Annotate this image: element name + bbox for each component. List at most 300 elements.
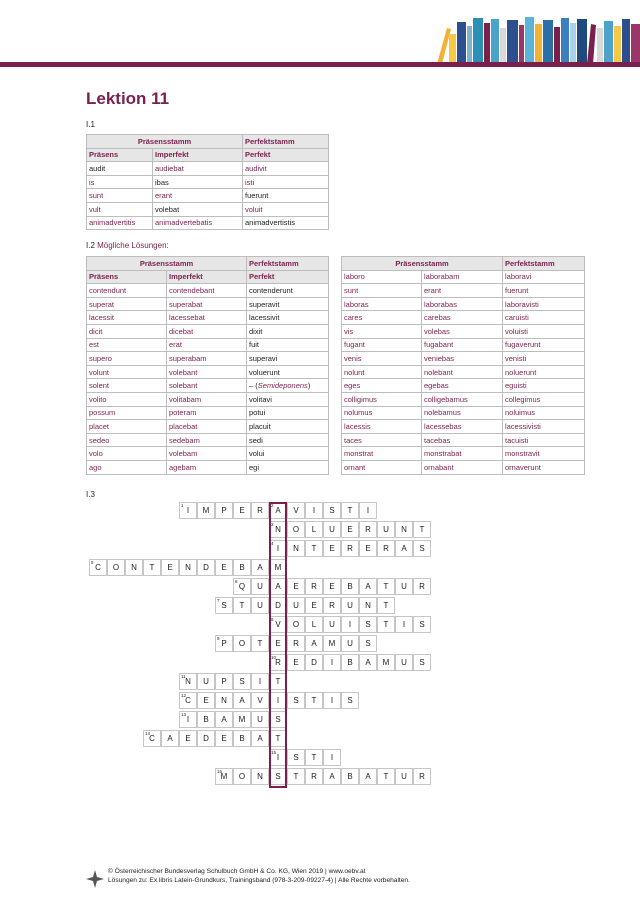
clue-number: 15 — [271, 750, 277, 755]
crossword-letter: E — [347, 525, 353, 534]
crossword-cell — [359, 578, 377, 595]
clue-number: 13 — [181, 712, 187, 717]
crossword-letter: U — [329, 525, 335, 534]
clue-number: 2 — [271, 503, 274, 508]
crossword-letter: O — [238, 772, 246, 781]
crossword-letter: S — [419, 544, 425, 553]
crossword-letter: E — [311, 601, 317, 610]
crossword-cell — [323, 635, 341, 652]
crossword-letter: R — [275, 658, 281, 667]
perfekt-value: sedi — [249, 435, 263, 445]
crossword-cell — [377, 540, 395, 557]
perfekt-value: volui — [249, 449, 265, 459]
crossword-letter: I — [258, 677, 262, 686]
crossword-cell — [251, 597, 269, 614]
crossword-letter: B — [239, 563, 245, 572]
table-cell: isti — [243, 175, 329, 189]
perfekt-value: – — [249, 381, 254, 391]
crossword-letter: S — [293, 753, 299, 762]
clue-number: 4 — [271, 541, 274, 546]
crossword-cell — [359, 502, 377, 519]
crossword-cell — [197, 502, 215, 519]
table-cell: dicit — [87, 324, 167, 338]
crossword-cell — [305, 616, 323, 633]
crossword-cell — [215, 711, 233, 728]
crossword-cell — [197, 692, 215, 709]
crossword-cell — [323, 578, 341, 595]
col-imperfekt: Imperfekt — [167, 270, 247, 284]
crossword-cell — [197, 559, 215, 576]
table-cell: ornabant — [422, 460, 503, 474]
table-cell: eges — [342, 379, 422, 393]
crossword-letter: T — [311, 696, 317, 705]
crossword-letter: A — [275, 506, 281, 515]
header-perfektstamm: Perfektstamm — [247, 257, 329, 271]
crossword-letter: T — [149, 563, 155, 572]
table-cell: volebant — [167, 365, 247, 379]
clue-number: 9 — [217, 636, 220, 641]
crossword-cell — [233, 711, 251, 728]
page-title: Lektion 11 — [86, 89, 170, 108]
crossword-cell — [233, 502, 251, 519]
crossword-letter: U — [401, 658, 407, 667]
crossword-cell — [377, 616, 395, 633]
crossword-letter: D — [203, 563, 209, 572]
crossword-letter: T — [311, 544, 317, 553]
crossword-letter: I — [276, 696, 280, 705]
table-cell: lacessebas — [422, 420, 503, 434]
crossword-letter: M — [220, 772, 228, 781]
crossword-letter: S — [275, 715, 281, 724]
crossword-letter: A — [365, 582, 371, 591]
crossword-cell — [197, 730, 215, 747]
table-cell: veniebas — [422, 352, 503, 366]
crossword-letter: U — [257, 715, 263, 724]
table-cell: animadvertebatis — [153, 216, 243, 230]
crossword-cell — [341, 635, 359, 652]
crossword-letter: U — [347, 639, 353, 648]
crossword-letter: A — [239, 696, 245, 705]
crossword-letter: S — [329, 506, 335, 515]
crossword-letter: I — [402, 620, 406, 629]
crossword-letter: A — [257, 563, 263, 572]
table-cell: lacessis — [342, 420, 422, 434]
crossword-letter: U — [401, 772, 407, 781]
table-cell: placebat — [167, 420, 247, 434]
crossword-letter: E — [167, 563, 173, 572]
table-cell: laborabas — [422, 297, 503, 311]
crossword-letter: S — [365, 620, 371, 629]
crossword-letter: E — [221, 734, 227, 743]
crossword-cell — [377, 597, 395, 614]
table-cell: contendunt — [87, 284, 167, 298]
table-cell: laboravi — [503, 270, 585, 284]
crossword-cell — [233, 597, 251, 614]
crossword-letter: U — [401, 582, 407, 591]
col-imperfekt: Imperfekt — [153, 148, 243, 162]
table-cell: sunt — [342, 284, 422, 298]
crossword-cell — [413, 540, 431, 557]
crossword-letter: N — [185, 563, 191, 572]
header-praesensstamm: Präsensstamm — [87, 257, 247, 271]
footer-copyright: © Österreichischer Bundesverlag Schulbuch GmbH & Co. KG, Wien 2019 | www.oebv.at — [108, 868, 366, 875]
crossword-cell — [233, 635, 251, 652]
crossword-cell — [251, 502, 269, 519]
clue-number: 14 — [145, 731, 151, 736]
table-cell: ago — [87, 460, 167, 474]
crossword-letter: E — [203, 696, 209, 705]
table-cell: sedeo — [87, 433, 167, 447]
table-cell: tacebas — [422, 433, 503, 447]
table-cell: laboro — [342, 270, 422, 284]
crossword-letter: T — [275, 734, 281, 743]
crossword-cell — [125, 559, 143, 576]
header-perfektstamm: Perfektstamm — [243, 135, 329, 149]
crossword-cell — [413, 768, 431, 785]
crossword-cell — [395, 654, 413, 671]
col-perfekt: Perfekt — [243, 148, 329, 162]
table-cell: supero — [87, 352, 167, 366]
table-cell: fugabant — [422, 338, 503, 352]
crossword-letter: M — [328, 639, 336, 648]
crossword-letter: E — [239, 506, 245, 515]
header-praesensstamm: Präsensstamm — [87, 135, 243, 149]
crossword-letter: I — [366, 506, 370, 515]
crossword-cell — [341, 521, 359, 538]
table-cell: laboravisti — [503, 297, 585, 311]
clue-number: 7 — [217, 598, 220, 603]
table-cell: lacessivisti — [503, 420, 585, 434]
crossword-letter: U — [347, 601, 353, 610]
crossword-cell — [341, 616, 359, 633]
crossword-letter: I — [312, 506, 316, 515]
crossword-letter: T — [347, 506, 353, 515]
table-cell: ornaverunt — [503, 460, 585, 474]
crossword-letter: R — [419, 582, 425, 591]
crossword-cell — [305, 502, 323, 519]
crossword-letter: S — [347, 696, 353, 705]
perfekt-value: lacessivit — [249, 313, 280, 323]
crossword-cell — [377, 654, 395, 671]
crossword-letter: R — [257, 506, 263, 515]
crossword-letter: T — [275, 677, 281, 686]
crossword-cell — [197, 673, 215, 690]
table-cell: laborabam — [422, 270, 503, 284]
crossword-cell — [287, 749, 305, 766]
crossword-cell — [233, 578, 251, 595]
crossword-cell — [413, 616, 431, 633]
crossword-letter: O — [238, 639, 246, 648]
table-cell: monstrabat — [422, 447, 503, 461]
crossword-cell — [233, 692, 251, 709]
table-cell: lacessit — [87, 311, 167, 325]
crossword-cell — [179, 711, 197, 728]
crossword-letter: C — [185, 696, 191, 705]
crossword-letter: E — [329, 544, 335, 553]
crossword-cell — [395, 521, 413, 538]
table-cell: voluit — [243, 202, 329, 216]
table-cell: carebas — [422, 311, 503, 325]
crossword-cell — [143, 559, 161, 576]
crossword-cell — [323, 692, 341, 709]
crossword-letter: N — [275, 525, 281, 534]
crossword-cell — [305, 597, 323, 614]
table-cell: possum — [87, 406, 167, 420]
crossword-cell — [377, 768, 395, 785]
crossword-cell — [305, 654, 323, 671]
perfekt-value: fuit — [249, 340, 260, 350]
table-cell: venis — [342, 352, 422, 366]
table-cell: vult — [87, 202, 153, 216]
table-cell: volunt — [87, 365, 167, 379]
table-cell: nolebant — [422, 365, 503, 379]
crossword-cell — [251, 692, 269, 709]
crossword-letter: T — [383, 601, 389, 610]
crossword-letter: R — [311, 582, 317, 591]
table-cell: eguisti — [503, 379, 585, 393]
crossword-letter: L — [311, 620, 317, 629]
header-perfektstamm: Perfektstamm — [503, 257, 585, 271]
crossword-cell — [377, 578, 395, 595]
table-cell: volitabam — [167, 392, 247, 406]
crossword-letter: N — [401, 525, 407, 534]
crossword-letter: C — [95, 563, 101, 572]
section-label-2-text: Mögliche Lösungen: — [97, 241, 169, 250]
crossword-letter: B — [347, 582, 353, 591]
table-cell: audivit — [243, 162, 329, 176]
crossword-letter: E — [221, 563, 227, 572]
crossword-cell — [341, 654, 359, 671]
crossword-letter: U — [203, 677, 209, 686]
clue-number: 5 — [91, 560, 94, 565]
perfekt-value: superavit — [249, 299, 280, 309]
crossword-cell — [305, 521, 323, 538]
crossword-cell — [251, 768, 269, 785]
crossword-letter: R — [383, 544, 389, 553]
crossword-letter: D — [203, 734, 209, 743]
crossword-letter: I — [186, 715, 190, 724]
crossword-cell — [179, 502, 197, 519]
crossword-letter: I — [330, 753, 334, 762]
crossword-letter: U — [383, 525, 389, 534]
col-praesens: Präsens — [87, 270, 167, 284]
crossword-letter: O — [112, 563, 120, 572]
perfekt-value: placuit — [249, 421, 271, 431]
crossword-cell — [341, 768, 359, 785]
table-cell: audit — [87, 162, 153, 176]
crossword-letter: N — [293, 544, 299, 553]
crossword-letter: A — [275, 582, 281, 591]
crossword-letter: T — [383, 620, 389, 629]
crossword-letter: U — [329, 620, 335, 629]
crossword-cell — [341, 597, 359, 614]
crossword-cell — [179, 730, 197, 747]
crossword-letter: A — [221, 715, 227, 724]
crossword-cell — [341, 540, 359, 557]
table-cell: volito — [87, 392, 167, 406]
table-cell: monstrat — [342, 447, 422, 461]
crossword-cell — [251, 578, 269, 595]
perfekt-value: volitavi — [249, 394, 272, 404]
crossword-cell — [359, 654, 377, 671]
crossword-cell — [251, 730, 269, 747]
table-cell: colligebamus — [422, 392, 503, 406]
crossword-cell — [215, 730, 233, 747]
crossword-letter: P — [221, 639, 227, 648]
crossword-letter: D — [275, 601, 281, 610]
clue-number: 8 — [271, 617, 274, 622]
crossword-cell — [359, 597, 377, 614]
crossword-cell — [233, 730, 251, 747]
table-cell: audiebat — [153, 162, 243, 176]
crossword-letter: B — [239, 734, 245, 743]
crossword-cell — [395, 540, 413, 557]
crossword-letter: R — [347, 544, 353, 553]
crossword-cell — [323, 502, 341, 519]
crossword-cell — [287, 654, 305, 671]
table-cell: agebam — [167, 460, 247, 474]
crossword-cell — [395, 768, 413, 785]
crossword-letter: I — [348, 620, 352, 629]
crossword-letter: O — [292, 525, 300, 534]
crossword-cell — [287, 578, 305, 595]
table-cell: nolebamus — [422, 406, 503, 420]
table-cell: lacessebat — [167, 311, 247, 325]
crossword-cell — [251, 559, 269, 576]
clue-number: 6 — [235, 579, 238, 584]
crossword-cell — [413, 654, 431, 671]
col-praesens: Präsens — [87, 148, 153, 162]
crossword-letter: N — [221, 696, 227, 705]
crossword-letter: I — [330, 658, 334, 667]
crossword-cell — [341, 692, 359, 709]
table-cell: animadvertitis — [87, 216, 153, 230]
clue-number: 12 — [181, 693, 187, 698]
crossword-letter: A — [365, 658, 371, 667]
crossword-cell — [287, 521, 305, 538]
table-cell: contendebant — [167, 284, 247, 298]
crossword-letter: N — [257, 772, 263, 781]
clue-number: 16 — [217, 769, 223, 774]
crossword-cell — [305, 578, 323, 595]
crossword-letter: M — [202, 506, 210, 515]
crossword-letter: E — [293, 658, 299, 667]
table-cell: taces — [342, 433, 422, 447]
table-cell: fuerunt — [503, 284, 585, 298]
table-cell: is — [87, 175, 153, 189]
table-cell: noluimus — [503, 406, 585, 420]
crossword-letter: E — [365, 544, 371, 553]
crossword-letter: R — [329, 601, 335, 610]
crossword-letter: R — [419, 772, 425, 781]
section-label-1: I.1 — [86, 120, 95, 129]
table-cell: erat — [167, 338, 247, 352]
crossword-cell — [341, 502, 359, 519]
crossword-cell — [251, 635, 269, 652]
perfekt-value: egi — [249, 462, 260, 472]
crossword-letter: A — [167, 734, 173, 743]
table-cell: solebant — [167, 379, 247, 393]
crossword-letter: E — [185, 734, 191, 743]
col-perfekt: Perfekt — [247, 270, 329, 284]
crossword-cell — [323, 540, 341, 557]
crossword-cell — [179, 673, 197, 690]
crossword-letter: U — [257, 601, 263, 610]
table-cell: nolunt — [342, 365, 422, 379]
crossword-cell — [359, 540, 377, 557]
crossword-letter: P — [221, 506, 227, 515]
clue-number: 11 — [181, 674, 186, 679]
crossword-letter: T — [293, 772, 299, 781]
crossword-cell — [215, 768, 233, 785]
crossword-letter: O — [292, 620, 300, 629]
crossword-cell — [251, 673, 269, 690]
crossword-cell — [287, 502, 305, 519]
perfekt-value: potui — [249, 408, 266, 418]
table-cell: fugaverunt — [503, 338, 585, 352]
table-cell: voluisti — [503, 324, 585, 338]
crossword-letter: S — [419, 620, 425, 629]
crossword-cell — [215, 559, 233, 576]
crossword-cell — [161, 730, 179, 747]
crossword-cell — [287, 635, 305, 652]
oebv-logo-icon — [86, 870, 104, 888]
crossword-letter: S — [365, 639, 371, 648]
crossword-cell — [359, 521, 377, 538]
crossword-cell — [215, 673, 233, 690]
crossword-letter: I — [276, 753, 280, 762]
section-label-3: I.3 — [86, 490, 95, 499]
table-cell: laboras — [342, 297, 422, 311]
crossword-cell — [215, 635, 233, 652]
crossword-cell — [305, 635, 323, 652]
crossword-cell — [377, 521, 395, 538]
table-cell: nolumus — [342, 406, 422, 420]
crossword-cell — [359, 635, 377, 652]
crossword-letter: T — [419, 525, 425, 534]
semideponens-note: Semideponens — [257, 381, 308, 391]
footer — [108, 867, 410, 885]
table-cell: tacuisti — [503, 433, 585, 447]
crossword-cell — [161, 559, 179, 576]
perfekt-value: superavi — [249, 353, 278, 363]
table-cell: superabam — [167, 352, 247, 366]
table-cell: venisti — [503, 352, 585, 366]
crossword-cell — [395, 616, 413, 633]
table-cell: poteram — [167, 406, 247, 420]
crossword-letter: I — [186, 506, 190, 515]
crossword-letter: A — [311, 639, 317, 648]
crossword-cell — [143, 730, 161, 747]
table-cell: noluerunt — [503, 365, 585, 379]
crossword-cell — [413, 578, 431, 595]
table-cell: ornant — [342, 460, 422, 474]
crossword-letter: A — [329, 772, 335, 781]
crossword-cell — [287, 597, 305, 614]
table-cell: erant — [422, 284, 503, 298]
table-cell: fuerunt — [243, 189, 329, 203]
crossword-cell — [197, 711, 215, 728]
crossword-letter: V — [275, 620, 281, 629]
table-cell: cares — [342, 311, 422, 325]
table-cell: – (Semideponens) — [247, 379, 329, 393]
table-cell: sedebam — [167, 433, 247, 447]
table-cell: ibas — [153, 175, 243, 189]
crossword-letter: P — [221, 677, 227, 686]
clue-number: 2 — [271, 522, 274, 527]
footer-source: Lösungen zu: Ex libris Latein-Grundkurs, Trainingsband (978-3-209-09227-4) | Alle Rechte vorbehalten. — [108, 877, 410, 884]
crossword-cell — [323, 616, 341, 633]
